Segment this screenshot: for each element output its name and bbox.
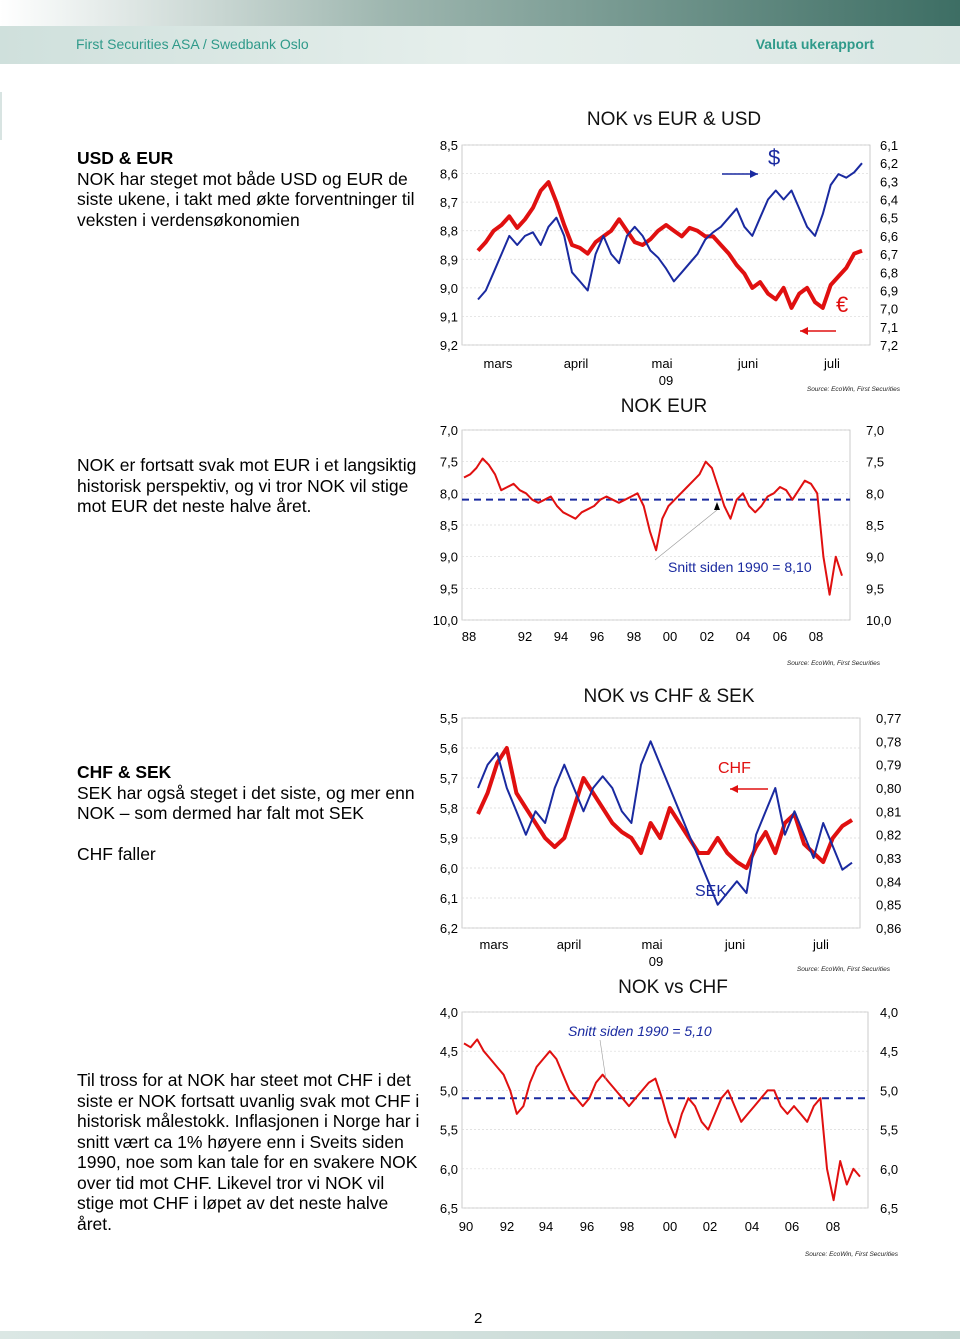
y-left-tick-label: 9,1 <box>439 309 458 325</box>
x-tick-label: juni <box>737 356 759 371</box>
header-report-title: Valuta ukerapport <box>755 36 874 52</box>
x-tick-label: 90 <box>458 1219 474 1234</box>
y-left-tick-label: 5,7 <box>439 771 458 786</box>
x-tick-label: 96 <box>579 1219 595 1234</box>
chart-title: NOK vs CHF <box>618 977 728 998</box>
x-tick-label: 02 <box>699 629 715 644</box>
y-left-tick-label: 7,0 <box>439 423 458 438</box>
chart-source: Source: EcoWin, First Securities <box>796 966 890 973</box>
chart-source: Source: EcoWin, First Securities <box>806 386 900 393</box>
y-right-tick-label: 6,7 <box>880 247 899 263</box>
y-left-tick-label: 5,6 <box>439 741 458 756</box>
series-usd-line <box>478 163 862 299</box>
y-right-tick-label: 0,79 <box>876 757 902 773</box>
y-right-tick-label: 4,0 <box>880 1005 899 1020</box>
y-left-tick-label: 6,0 <box>439 861 458 876</box>
y-right-tick-label: 6,5 <box>880 210 899 226</box>
series-line <box>464 1039 860 1200</box>
section-body: NOK har steget mot både USD og EUR de siste ukene, i takt med økte forventninger til veksten i verdensøkonomien <box>77 168 415 230</box>
y-left-tick-label: 8,7 <box>439 195 458 211</box>
y-left-tick-label: 5,5 <box>439 711 458 726</box>
y-right-tick-label: 6,2 <box>880 156 899 172</box>
chart-source: Source: EcoWin, First Securities <box>786 660 880 667</box>
section-body: NOK er fortsatt svak mot EUR i et langsiktig historisk perspektiv, og vi tror NOK vil stige mot EUR det neste halve året. <box>77 455 417 516</box>
chart-title: NOK EUR <box>620 396 708 417</box>
x-tick-label: 88 <box>461 629 477 644</box>
y-left-tick-label: 8,5 <box>439 138 458 153</box>
x-tick-label: mai <box>651 356 673 371</box>
y-left-tick-label: 9,2 <box>439 338 458 353</box>
mean-pointer <box>655 510 717 560</box>
chf-arrow-head <box>730 785 738 793</box>
y-right-tick-label: 0,78 <box>876 734 902 750</box>
y-right-tick-label: 6,3 <box>880 174 899 190</box>
x-tick-label: juli <box>824 356 840 371</box>
y-right-tick-label: 8,5 <box>866 518 885 533</box>
y-right-tick-label: 7,2 <box>880 338 899 353</box>
chart-title: NOK vs CHF & SEK <box>583 686 755 707</box>
y-left-tick-label: 4,5 <box>439 1044 458 1060</box>
y-right-tick-label: 10,0 <box>866 613 892 628</box>
page-number: 2 <box>474 1310 483 1327</box>
y-right-tick-label: 4,5 <box>880 1044 899 1060</box>
y-right-tick-label: 5,0 <box>880 1083 899 1099</box>
y-right-tick-label: 6,1 <box>880 138 899 153</box>
y-right-tick-label: 7,5 <box>866 454 885 470</box>
y-right-tick-label: 7,0 <box>866 423 885 438</box>
plot-frame <box>462 145 870 345</box>
mean-marker <box>714 502 720 510</box>
y-right-tick-label: 6,4 <box>880 192 899 208</box>
x-tick-label: 98 <box>626 629 642 644</box>
x-tick-label: 06 <box>772 629 788 644</box>
y-left-tick-label: 9,5 <box>439 581 458 597</box>
y-left-tick-label: 6,0 <box>439 1161 458 1177</box>
x-sublabel: 09 <box>658 373 674 388</box>
chart-source: Source: EcoWin, First Securities <box>804 1251 898 1258</box>
y-right-tick-label: 0,81 <box>876 804 902 820</box>
y-left-tick-label: 8,0 <box>439 486 458 502</box>
y-left-tick-label: 10,0 <box>432 613 458 628</box>
usd-annotation: $ <box>768 145 781 170</box>
section-body-2: CHF faller <box>77 843 156 864</box>
y-right-tick-label: 0,85 <box>876 897 902 913</box>
y-left-tick-label: 5,0 <box>439 1083 458 1099</box>
y-right-tick-label: 6,8 <box>880 265 899 281</box>
mean-annotation: Snitt siden 1990 = 8,10 <box>668 559 812 575</box>
x-tick-label: mai <box>641 937 663 952</box>
section-heading: CHF & SEK <box>77 762 172 782</box>
y-left-tick-label: 5,9 <box>439 831 458 846</box>
mean-annotation: Snitt siden 1990 = 5,10 <box>568 1023 712 1039</box>
y-right-tick-label: 6,5 <box>880 1201 899 1216</box>
y-right-tick-label: 6,9 <box>880 283 899 299</box>
y-right-tick-label: 0,82 <box>876 827 902 843</box>
x-tick-label: 94 <box>538 1219 554 1234</box>
x-tick-label: mars <box>479 937 509 952</box>
chart-title: NOK vs EUR & USD <box>586 109 762 130</box>
y-left-tick-label: 6,2 <box>439 921 458 936</box>
y-left-tick-label: 7,5 <box>439 454 458 470</box>
y-left-tick-label: 9,0 <box>439 549 458 565</box>
usd-arrow-head <box>750 170 758 178</box>
x-tick-label: 08 <box>825 1219 841 1234</box>
x-tick-label: 98 <box>619 1219 635 1234</box>
bottom-banner <box>0 1331 960 1339</box>
x-tick-label: juli <box>813 937 829 952</box>
x-tick-label: 04 <box>735 629 751 644</box>
y-left-tick-label: 8,5 <box>439 518 458 533</box>
y-left-tick-label: 8,8 <box>439 223 458 239</box>
x-tick-label: 00 <box>662 629 678 644</box>
y-right-tick-label: 0,84 <box>876 874 902 890</box>
y-right-tick-label: 0,83 <box>876 851 902 866</box>
x-tick-label: 92 <box>517 629 533 644</box>
x-tick-label: april <box>563 356 589 371</box>
y-left-tick-label: 5,8 <box>439 801 458 816</box>
header-company: First Securities ASA / Swedbank Oslo <box>76 36 309 52</box>
y-right-tick-label: 6,6 <box>880 228 899 244</box>
series-eur-line <box>478 182 862 308</box>
section-body: SEK har også steget i det siste, og mer enn NOK – som dermed har falt mot SEK <box>77 782 415 823</box>
y-left-tick-label: 5,5 <box>439 1122 458 1138</box>
y-right-tick-label: 6,0 <box>880 1161 899 1177</box>
y-right-tick-label: 5,5 <box>880 1122 899 1138</box>
x-tick-label: 92 <box>499 1219 515 1234</box>
y-right-tick-label: 8,0 <box>866 486 885 502</box>
chf-annotation: CHF <box>718 760 751 777</box>
section-body: Til tross for at NOK har steet mot CHF i det siste er NOK fortsatt uvanlig svak mot CHF i historisk målestokk. Inflasjonen i Norge har i snitt vært ca 1% høyere enn i Sveits siden 1990, noe som kan tale for en svakere NOK over tid mot CHF. Likevel tror vi NOK vil stige mot CHF i løpet av det neste halve året. <box>77 1070 420 1234</box>
y-left-tick-label: 9,0 <box>439 280 458 296</box>
y-left-tick-label: 4,0 <box>439 1005 458 1020</box>
eur-annotation: € <box>836 292 849 317</box>
x-tick-label: april <box>556 937 582 952</box>
x-tick-label: 06 <box>784 1219 800 1234</box>
x-tick-label: 00 <box>662 1219 678 1234</box>
y-left-tick-label: 6,1 <box>439 891 458 906</box>
x-tick-label: juni <box>724 937 746 952</box>
y-right-tick-label: 9,5 <box>866 581 885 597</box>
y-right-tick-label: 0,80 <box>876 781 902 796</box>
y-right-tick-label: 7,0 <box>880 301 899 317</box>
y-right-tick-label: 9,0 <box>866 549 885 565</box>
x-tick-label: 04 <box>744 1219 760 1234</box>
x-tick-label: 94 <box>553 629 569 644</box>
y-left-tick-label: 8,9 <box>439 252 458 268</box>
eur-arrow-head <box>800 327 808 335</box>
x-tick-label: mars <box>483 356 513 371</box>
y-left-tick-label: 6,5 <box>439 1201 458 1216</box>
section-heading: USD & EUR <box>77 148 174 168</box>
x-sublabel: 09 <box>648 954 664 969</box>
x-tick-label: 96 <box>589 629 605 644</box>
x-tick-label: 02 <box>702 1219 718 1234</box>
sek-annotation: SEK <box>695 883 728 900</box>
y-right-tick-label: 7,1 <box>880 319 899 335</box>
y-right-tick-label: 0,86 <box>876 921 902 936</box>
y-right-tick-label: 0,77 <box>876 711 902 726</box>
y-left-tick-label: 8,6 <box>439 166 458 182</box>
x-tick-label: 08 <box>808 629 824 644</box>
